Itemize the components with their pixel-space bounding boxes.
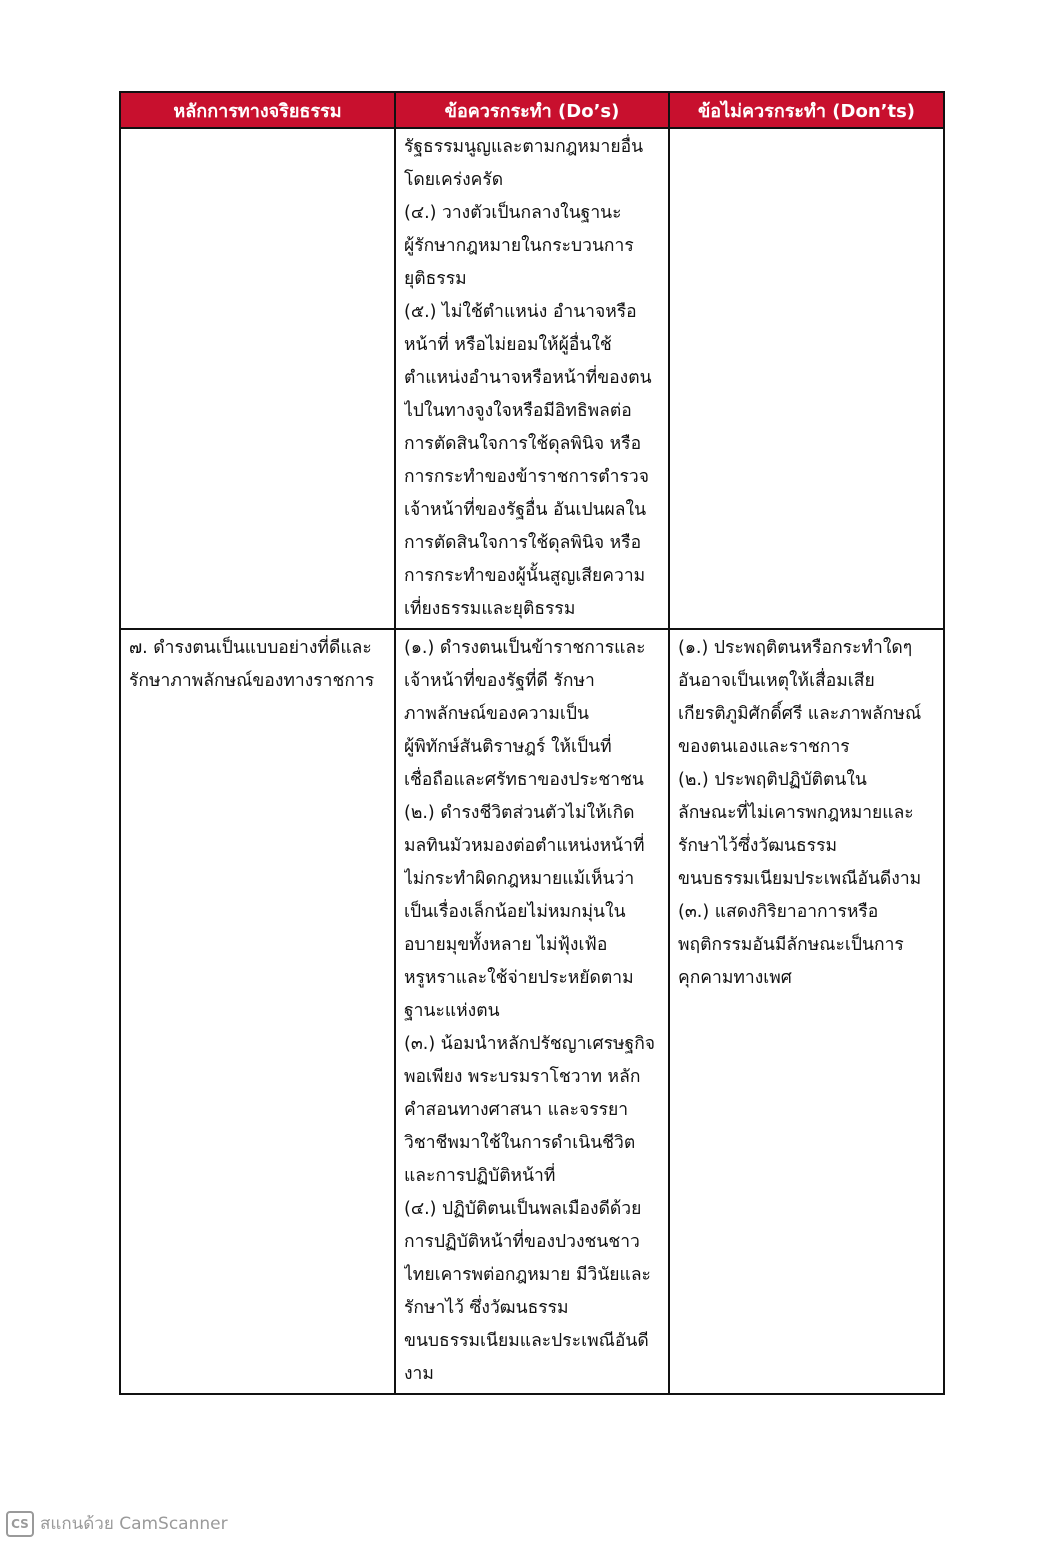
text-line: ฐานะแห่งตน (404, 1001, 500, 1021)
text-line: (๕.) ไม่ใช้ตำแหน่ง อำนาจหรือ (404, 302, 637, 322)
text-line: ตำแหน่งอำนาจหรือหน้าที่ของตน (404, 368, 652, 388)
text-line: ผู้รักษากฎหมายในกระบวนการ (404, 236, 634, 256)
text-line: เจ้าหน้าที่ของรัฐที่ดี รักษา (404, 671, 595, 691)
text-line: และการปฏิบัติหน้าที่ (404, 1166, 556, 1186)
text-line: หน้าที่ หรือไม่ยอมให้ผู้อื่นใช้ (404, 335, 612, 355)
principle-cell (120, 128, 395, 629)
text-line: ลักษณะที่ไม่เคารพกฎหมายและ (678, 803, 914, 823)
camscanner-logo-icon: CS (6, 1511, 34, 1537)
text-line: วิชาชีพมาใช้ในการดำเนินชีวิต (404, 1133, 636, 1153)
text-line: การตัดสินใจการใช้ดุลพินิจ หรือ (404, 533, 642, 553)
text-line: รักษาไว้ ซึ่งวัฒนธรรม (404, 1298, 569, 1318)
header-principle: หลักการทางจริยธรรม (120, 92, 395, 128)
text-line: รักษาไว้ซึ่งวัฒนธรรม (678, 836, 838, 856)
text-line: โดยเคร่งครัด (404, 170, 504, 190)
table-header-row (120, 92, 944, 128)
text-line: ไทยเคารพต่อกฎหมาย มีวินัยและ (404, 1265, 651, 1285)
text-line: ขนบธรรมเนียมและประเพณีอันดี (404, 1331, 649, 1351)
text-line: รักษาภาพลักษณ์ของทางราชการ (129, 671, 375, 691)
text-line: ผู้พิทักษ์สันติราษฎร์ ให้เป็นที่ (404, 737, 612, 757)
dos-cell (395, 629, 669, 1394)
text-line: พอเพียง พระบรมราโชวาท หลัก (404, 1067, 641, 1087)
text-line: เป็นเรื่องเล็กน้อยไม่หมกมุ่นใน (404, 902, 626, 922)
text-line: การตัดสินใจการใช้ดุลพินิจ หรือ (404, 434, 642, 454)
table-row (120, 629, 944, 1394)
text-line: คำสอนทางศาสนา และจรรยา (404, 1100, 629, 1120)
text-line: หรูหราและใช้จ่ายประหยัดตาม (404, 968, 634, 988)
text-line: เจ้าหน้าที่ของรัฐอื่น อันเปนผลใน (404, 500, 647, 520)
donts-cell (669, 128, 944, 629)
ethics-table (119, 91, 945, 1395)
text-line: เชื่อถือและศรัทธาของประชาชน (404, 770, 644, 790)
text-line: การกระทำของผู้นั้นสูญเสียความ (404, 566, 646, 586)
text-line: อันอาจเป็นเหตุให้เสื่อมเสีย (678, 671, 875, 691)
text-line: เกียรติภูมิศักดิ์ศรี และภาพลักษณ์ (678, 704, 922, 724)
text-line: งาม (404, 1364, 434, 1384)
camscanner-watermark (6, 1510, 228, 1537)
text-line: ยุติธรรม (404, 269, 467, 289)
text-line: รัฐธรรมนูญและตามกฎหมายอื่น (404, 137, 644, 157)
text-line: อบายมุขทั้งหลาย ไม่ฟุ้งเฟ้อ (404, 935, 608, 955)
table-row (120, 128, 944, 629)
header-donts: ข้อไม่ควรกระทำ (Don’ts) (669, 92, 944, 128)
text-line: (๔.) ปฏิบัติตนเป็นพลเมืองดีด้วย (404, 1199, 642, 1219)
text-line: มลทินมัวหมองต่อตำแหน่งหน้าที่ (404, 836, 645, 856)
text-line: ไม่กระทำผิดกฎหมายแม้เห็นว่า (404, 869, 635, 889)
text-line: ไปในทางจูงใจหรือมีอิทธิพลต่อ (404, 401, 632, 421)
text-line: การปฏิบัติหน้าที่ของปวงชนชาว (404, 1232, 640, 1252)
text-line: คุกคามทางเพศ (678, 968, 792, 988)
watermark-text: สแกนด้วย CamScanner (40, 1514, 228, 1534)
text-line: พฤติกรรมอันมีลักษณะเป็นการ (678, 935, 904, 955)
donts-cell (669, 629, 944, 1394)
text-line: การกระทำของข้าราชการตำรวจ (404, 467, 649, 487)
principle-cell (120, 629, 395, 1394)
text-line: เที่ยงธรรมและยุติธรรม (404, 599, 576, 619)
text-line: ขนบธรรมเนียมประเพณีอันดีงาม (678, 869, 922, 889)
text-line: (๑.) ประพฤติตนหรือกระทำใดๆ (678, 638, 913, 658)
text-line: (๓.) น้อมนำหลักปรัชญาเศรษฐกิจ (404, 1034, 656, 1054)
text-line: ภาพลักษณ์ของความเป็น (404, 704, 589, 724)
text-line: (๒.) ประพฤติปฏิบัติตนใน (678, 770, 867, 790)
header-dos: ข้อควรกระทำ (Do’s) (395, 92, 669, 128)
text-line: (๒.) ดำรงชีวิตส่วนตัวไม่ให้เกิด (404, 803, 635, 823)
text-line: (๓.) แสดงกิริยาอาการหรือ (678, 902, 879, 922)
text-line: ของตนเองและราชการ (678, 737, 850, 757)
dos-cell (395, 128, 669, 629)
text-line: (๑.) ดำรงตนเป็นข้าราชการและ (404, 638, 646, 658)
text-line: ๗. ดำรงตนเป็นแบบอย่างที่ดีและ (129, 638, 372, 658)
text-line: (๔.) วางตัวเป็นกลางในฐานะ (404, 203, 622, 223)
